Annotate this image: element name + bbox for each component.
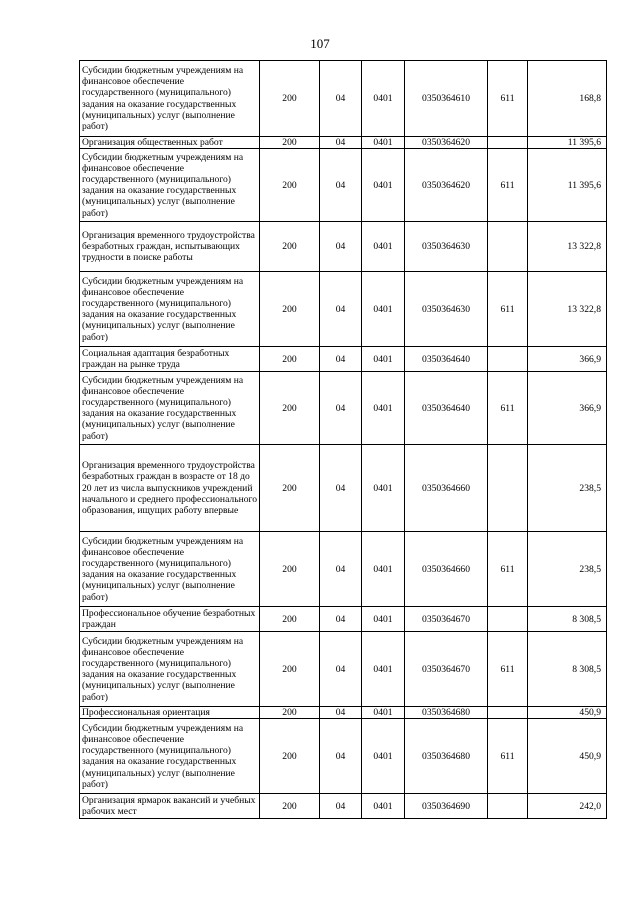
row-code-2: 04 bbox=[320, 222, 362, 272]
row-code-2: 04 bbox=[320, 61, 362, 137]
row-name: Организация временного трудоустройства безработных граждан в возрасте от 18 до 20 лет из числа выпускников учреждений начального и среднего профессионального образования, ищущих работу впервые bbox=[80, 445, 260, 532]
row-code-1: 200 bbox=[260, 445, 320, 532]
row-name: Субсидии бюджетным учреждениям на финансовое обеспечение государственного (муниципального) задания на оказание государственных (муниципальных) услуг (выполнение работ) bbox=[80, 149, 260, 222]
budget-table-body bbox=[80, 61, 607, 819]
table-row bbox=[80, 632, 607, 707]
row-code-5 bbox=[488, 607, 528, 632]
row-code-5: 611 bbox=[488, 719, 528, 794]
row-code-5 bbox=[488, 794, 528, 819]
table-row bbox=[80, 794, 607, 819]
row-name: Профессиональное обучение безработных граждан bbox=[80, 607, 260, 632]
row-name: Субсидии бюджетным учреждениям на финансовое обеспечение государственного (муниципального) задания на оказание государственных (муниципальных) услуг (выполнение работ) bbox=[80, 372, 260, 445]
row-code-1: 200 bbox=[260, 137, 320, 149]
row-name: Профессиональная ориентация bbox=[80, 707, 260, 719]
row-code-4: 0350364640 bbox=[405, 347, 488, 372]
row-code-1: 200 bbox=[260, 222, 320, 272]
table-row bbox=[80, 719, 607, 794]
row-code-3: 0401 bbox=[362, 272, 405, 347]
table-row bbox=[80, 149, 607, 222]
row-code-1: 200 bbox=[260, 347, 320, 372]
row-code-3: 0401 bbox=[362, 222, 405, 272]
table-row bbox=[80, 607, 607, 632]
row-code-1: 200 bbox=[260, 632, 320, 707]
row-code-3: 0401 bbox=[362, 707, 405, 719]
row-code-1: 200 bbox=[260, 607, 320, 632]
row-code-2: 04 bbox=[320, 372, 362, 445]
row-amount: 168,8 bbox=[528, 61, 607, 137]
row-code-1: 200 bbox=[260, 707, 320, 719]
row-code-3: 0401 bbox=[362, 149, 405, 222]
row-code-1: 200 bbox=[260, 794, 320, 819]
table-row bbox=[80, 532, 607, 607]
row-code-5 bbox=[488, 137, 528, 149]
row-name: Организация общественных работ bbox=[80, 137, 260, 149]
row-amount: 8 308,5 bbox=[528, 632, 607, 707]
table-row bbox=[80, 222, 607, 272]
row-amount: 238,5 bbox=[528, 445, 607, 532]
row-code-3: 0401 bbox=[362, 532, 405, 607]
row-code-5: 611 bbox=[488, 532, 528, 607]
row-amount: 366,9 bbox=[528, 372, 607, 445]
row-code-5 bbox=[488, 222, 528, 272]
row-code-3: 0401 bbox=[362, 137, 405, 149]
row-name: Субсидии бюджетным учреждениям на финансовое обеспечение государственного (муниципального) задания на оказание государственных (муниципальных) услуг (выполнение работ) bbox=[80, 61, 260, 137]
row-code-2: 04 bbox=[320, 532, 362, 607]
row-code-3: 0401 bbox=[362, 794, 405, 819]
row-code-1: 200 bbox=[260, 61, 320, 137]
row-amount: 13 322,8 bbox=[528, 272, 607, 347]
table-row bbox=[80, 272, 607, 347]
row-amount: 11 395,6 bbox=[528, 137, 607, 149]
row-code-2: 04 bbox=[320, 794, 362, 819]
row-code-4: 0350364610 bbox=[405, 61, 488, 137]
row-amount: 11 395,6 bbox=[528, 149, 607, 222]
row-name: Субсидии бюджетным учреждениям на финансовое обеспечение государственного (муниципального) задания на оказание государственных (муниципальных) услуг (выполнение работ) bbox=[80, 632, 260, 707]
row-code-1: 200 bbox=[260, 719, 320, 794]
row-code-2: 04 bbox=[320, 347, 362, 372]
row-code-2: 04 bbox=[320, 607, 362, 632]
row-code-2: 04 bbox=[320, 137, 362, 149]
row-amount: 8 308,5 bbox=[528, 607, 607, 632]
table-row bbox=[80, 372, 607, 445]
row-code-1: 200 bbox=[260, 272, 320, 347]
row-name: Социальная адаптация безработных граждан на рынке труда bbox=[80, 347, 260, 372]
row-code-1: 200 bbox=[260, 149, 320, 222]
row-code-5: 611 bbox=[488, 272, 528, 347]
row-code-1: 200 bbox=[260, 372, 320, 445]
row-code-4: 0350364620 bbox=[405, 137, 488, 149]
table-row bbox=[80, 445, 607, 532]
row-code-4: 0350364670 bbox=[405, 607, 488, 632]
row-code-5: 611 bbox=[488, 632, 528, 707]
row-code-4: 0350364630 bbox=[405, 272, 488, 347]
row-code-3: 0401 bbox=[362, 61, 405, 137]
row-code-3: 0401 bbox=[362, 347, 405, 372]
row-code-5: 611 bbox=[488, 149, 528, 222]
row-code-3: 0401 bbox=[362, 719, 405, 794]
row-code-5: 611 bbox=[488, 61, 528, 137]
row-code-2: 04 bbox=[320, 149, 362, 222]
row-name: Субсидии бюджетным учреждениям на финансовое обеспечение государственного (муниципального) задания на оказание государственных (муниципальных) услуг (выполнение работ) bbox=[80, 532, 260, 607]
row-amount: 450,9 bbox=[528, 707, 607, 719]
row-code-4: 0350364660 bbox=[405, 532, 488, 607]
row-code-4: 0350364690 bbox=[405, 794, 488, 819]
table-row bbox=[80, 347, 607, 372]
row-code-4: 0350364630 bbox=[405, 222, 488, 272]
row-code-5 bbox=[488, 347, 528, 372]
row-code-3: 0401 bbox=[362, 372, 405, 445]
row-code-4: 0350364660 bbox=[405, 445, 488, 532]
row-code-2: 04 bbox=[320, 707, 362, 719]
row-name: Субсидии бюджетным учреждениям на финансовое обеспечение государственного (муниципального) задания на оказание государственных (муниципальных) услуг (выполнение работ) bbox=[80, 272, 260, 347]
budget-table bbox=[79, 60, 607, 819]
row-code-4: 0350364620 bbox=[405, 149, 488, 222]
table-row bbox=[80, 137, 607, 149]
row-code-3: 0401 bbox=[362, 607, 405, 632]
row-amount: 242,0 bbox=[528, 794, 607, 819]
row-code-4: 0350364680 bbox=[405, 707, 488, 719]
row-amount: 13 322,8 bbox=[528, 222, 607, 272]
row-code-2: 04 bbox=[320, 272, 362, 347]
row-amount: 366,9 bbox=[528, 347, 607, 372]
row-code-3: 0401 bbox=[362, 445, 405, 532]
table-row bbox=[80, 707, 607, 719]
row-name: Организация временного трудоустройства безработных граждан, испытывающих трудности в поиске работы bbox=[80, 222, 260, 272]
row-amount: 238,5 bbox=[528, 532, 607, 607]
row-code-4: 0350364670 bbox=[405, 632, 488, 707]
row-code-2: 04 bbox=[320, 719, 362, 794]
row-code-4: 0350364640 bbox=[405, 372, 488, 445]
row-code-2: 04 bbox=[320, 445, 362, 532]
row-code-4: 0350364680 bbox=[405, 719, 488, 794]
row-code-5 bbox=[488, 707, 528, 719]
row-code-3: 0401 bbox=[362, 632, 405, 707]
row-amount: 450,9 bbox=[528, 719, 607, 794]
table-row bbox=[80, 61, 607, 137]
row-code-2: 04 bbox=[320, 632, 362, 707]
page-number: 107 bbox=[310, 36, 330, 51]
row-code-5 bbox=[488, 445, 528, 532]
row-code-1: 200 bbox=[260, 532, 320, 607]
row-name: Организация ярмарок вакансий и учебных рабочих мест bbox=[80, 794, 260, 819]
row-name: Субсидии бюджетным учреждениям на финансовое обеспечение государственного (муниципального) задания на оказание государственных (муниципальных) услуг (выполнение работ) bbox=[80, 719, 260, 794]
row-code-5: 611 bbox=[488, 372, 528, 445]
